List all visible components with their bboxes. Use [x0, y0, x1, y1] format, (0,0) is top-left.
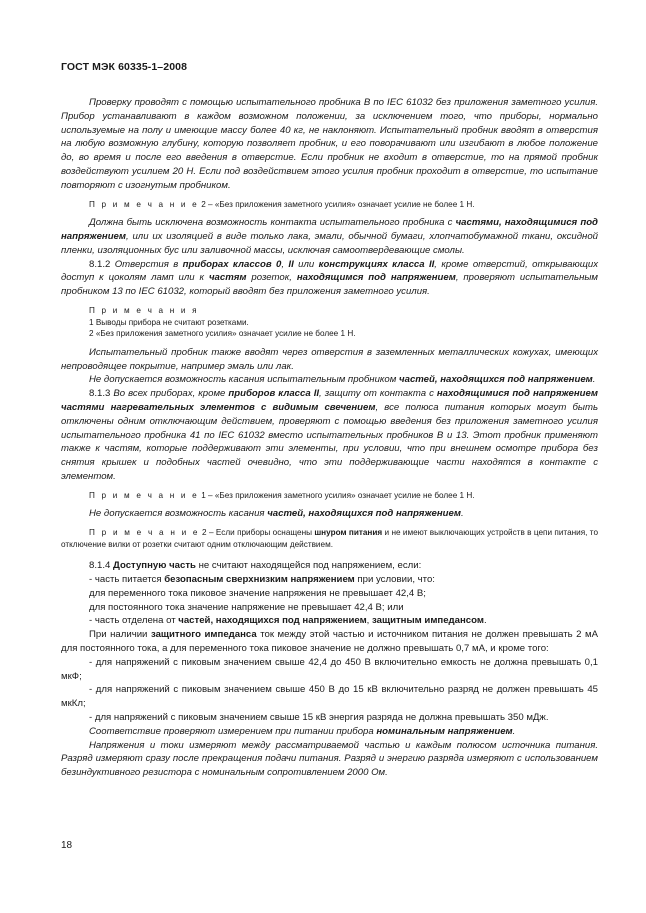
list-item-impedance: - часть отделена от частей, находящихся под напряжением, защитным импедансом.	[89, 615, 487, 627]
note-no-force-1: П р и м е ч а н и е 2 – «Без приложения заметного усилия» означает усилие не более 1 Н.	[89, 199, 475, 209]
paragraph-compliance: Соответствие проверяют измерением при питании прибора номинальным напряжением.	[89, 725, 516, 737]
notes-heading: П р и м е ч а н и я	[89, 305, 199, 315]
paragraph-probe-b-test: Проверку проводят с помощью испытательного пробника B по IEC 61032 без приложения заметного усилия. Прибор устанавливают в каждом возможном положении, за исключением того, что приборы, нормально используемые на полу и имеющие массу более 40 кг, не наклоняют. Испытательный пробник вводят в отверстия на любую возможную глубину, которую позволяет пробник, и его поворачивают или изгибают в любое положение до, во время и после его введения в отверстие. Если пробник не входит в отверстие, то на прямой пробник воздействуют усилием 20 Н. Если под воздействием этого усилия пробник проходит в отверстие, то испытание повторяют с изогнутым пробником.	[61, 97, 598, 191]
list-item-dc-limit: для постоянного тока значение напряжение не превышает 42,4 В; или	[89, 601, 404, 613]
paragraph-grounded-enclosure: Испытательный пробник также вводят через отверстия в заземленных металлических кожухах, имеющих непроводящее покрытие, например эмаль или лак.	[61, 346, 598, 372]
paragraph-contact-exclusion: Должна быть исключена возможность контакта испытательного пробника с частями, находящимися под напряжением, или их изоляцией в виде только лака, эмали, обычной бумаги, хлопчатобумажной ткани, оксидной пленки, изоляционных бус или заливочной массы, исключая самоотвердевающие смолы.	[61, 217, 598, 256]
document-body	[61, 96, 598, 780]
list-item-energy: - для напряжений с пиковым значением свыше 15 кВ энергия разряда не должна превышать 350 мДж.	[89, 712, 549, 724]
list-item-selv: - часть питается безопасным сверхнизким напряжением при условии, что:	[89, 574, 435, 586]
note-no-force-2: П р и м е ч а н и е 1 – «Без приложения заметного усилия» означает усилие не более 1 Н.	[89, 490, 475, 500]
list-item-capacitance: - для напряжений с пиковым значением свыше 42,4 до 450 В включительно емкость не должна превышать 0,1 мкФ;	[61, 656, 598, 682]
note-item-1: 1 Выводы прибора не считают розетками.	[89, 317, 249, 327]
note-supply-cord: П р и м е ч а н и е 2 – Если приборы оснащены шнуром питания и не имеют выключающих устройств в цепи питания, то отключение вилки от розетки считают одним отключающим действием.	[61, 528, 598, 549]
list-item-ac-limit: для переменного тока пиковое значение напряжения не превышает 42,4 В;	[89, 587, 426, 599]
notes-block	[61, 305, 598, 340]
paragraph-8-1-3: 8.1.3 Во всех приборах, кроме приборов класса II, защиту от контакта с находящимися под напряжением частями нагревательных элементов с видимым свечением, все полюса питания которых могут быть отключены одним отключающим действием, проверяют с помощью введения без приложения заметного усилия испытательного пробника 41 по IEC 61032 вместо испытательных пробников B и 13. Этот пробник применяют также к частям, которые поддерживают эти элементы, при условии, что при внешнем осмотре прибора без снятия крышек и подобных частей очевидно, что эти поддерживающие части находятся в контакте с элементом.	[61, 388, 599, 482]
paragraph-no-contact-probe: Не допускается возможность касания испытательным пробником частей, находящихся под напряжением.	[89, 374, 596, 386]
paragraph-measurement: Напряжения и токи измеряют между рассматриваемой частью и каждым полюсом источника питания. Разряд измеряют сразу после прекращения подачи питания. Разряд и энергию разряда измеряют с использованием безиндуктивного резистора с номинальным сопротивлением 2000 Ом.	[61, 739, 598, 779]
note-label: П р и м е ч а н и е	[89, 199, 199, 209]
list-item-discharge: - для напряжений с пиковым значением свыше 450 В до 15 кВ включительно разряд не должен превышать 45 мкКл;	[61, 684, 598, 710]
paragraph-8-1-4: 8.1.4 Доступную часть не считают находящейся под напряжением, если:	[89, 560, 422, 572]
note-item-2: 2 «Без приложения заметного усилия» означает усилие не более 1 Н.	[89, 329, 356, 339]
paragraph-no-contact: Не допускается возможность касания частей, находящихся под напряжением.	[89, 508, 464, 520]
paragraph-impedance-current: При наличии защитного импеданса ток между этой частью и источником питания не должен превышать 2 мА для постоянного тока, а для переменного тока пиковое значение не должно превышать 0,7 мА, и кроме того:	[61, 629, 599, 655]
paragraph-8-1-2: 8.1.2 Отверстия в приборах классов 0, II или конструкциях класса II, кроме отверстий, открывающих доступ к цоколям ламп или к частям розеток, находящимся под напряжением, проверяют испытательным пробником 13 по IEC 61032, который вводят без приложения заметного усилия.	[61, 258, 598, 298]
standard-header: ГОСТ МЭК 60335-1–2008	[61, 61, 188, 73]
page-number: 18	[61, 840, 73, 851]
